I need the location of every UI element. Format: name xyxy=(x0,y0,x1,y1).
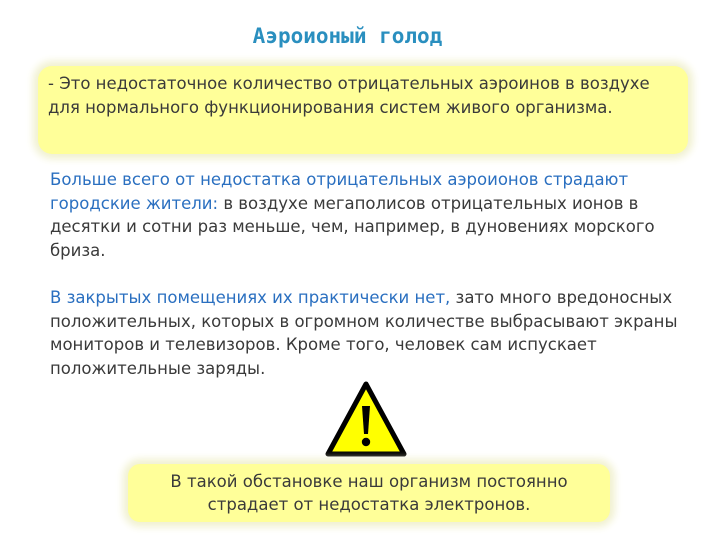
paragraph1-highlight: Больше всего от недостатка отрицательных аэроионов страдают городские жители: xyxy=(50,170,629,213)
definition-box xyxy=(38,66,688,154)
page-title: Аэроионый голод xyxy=(252,24,443,48)
paragraph-urban-residents xyxy=(50,168,690,262)
paragraph2-text: зато много вредоносных положительных, которых в огромном количестве выбрасывают экраны мониторов и телевизоров. Кроме того, человек сам испускает положительные заряды. xyxy=(50,288,678,378)
conclusion-text: В такой обстановке наш организм постоянно страдает от недостатка электронов. xyxy=(170,472,568,514)
paragraph1-text: в воздухе мегаполисов отрицательных ионов в десятки и сотни раз меньше, чем, например, в дуновениях морского бриза. xyxy=(50,193,655,260)
conclusion-box xyxy=(128,464,610,522)
paragraph-indoor-spaces xyxy=(50,286,690,380)
definition-text: - Это недостаточное количество отрицательных аэроинов в воздухе для нормального функционирования систем живого организма. xyxy=(48,74,650,117)
paragraph2-highlight: В закрытых помещениях их практически нет, xyxy=(50,288,451,307)
warning-triangle-icon xyxy=(325,381,407,457)
